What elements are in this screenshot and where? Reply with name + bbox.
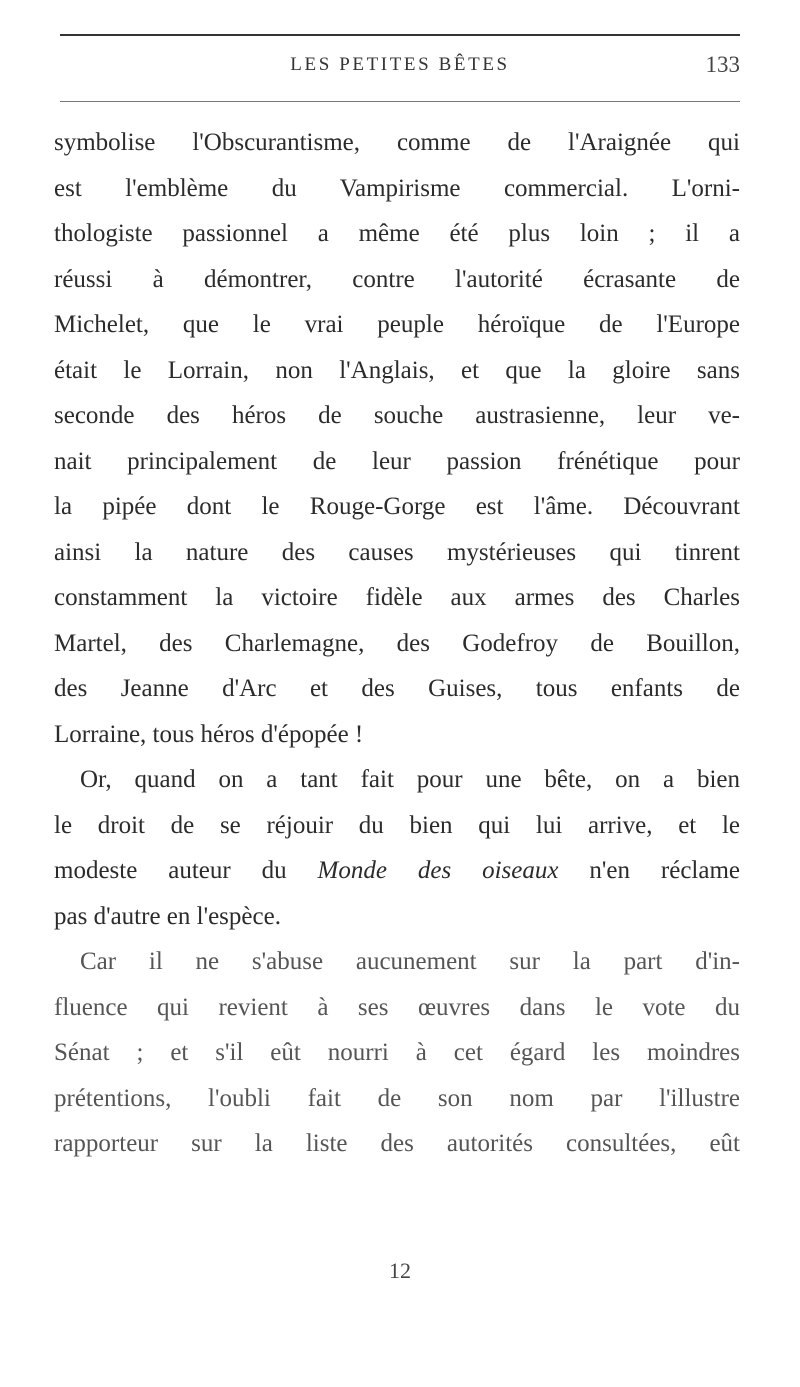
running-title: LES PETITES BÊTES — [290, 54, 510, 75]
text-line: était le Lorrain, non l'Anglais, et que la gloire sans — [54, 356, 740, 384]
text-line: le droit de se réjouir du bien qui lui arrive, et le — [54, 811, 740, 839]
text-line: prétentions, l'oubli fait de son nom par l'illustre — [54, 1084, 740, 1112]
text-line: est l'emblème du Vampirisme commercial. L'orni- — [54, 174, 740, 202]
text-fragment: n'en réclame — [558, 857, 740, 884]
text-line: Martel, des Charlemagne, des Godefroy de Bouillon, — [54, 629, 740, 657]
text-line: Lorraine, tous héros d'épopée ! — [54, 720, 364, 748]
text-line: nait principalement de leur passion frénétique pour — [54, 447, 740, 475]
header-rule — [60, 101, 740, 102]
text-line: Michelet, que le vrai peuple héroïque de l'Europe — [54, 311, 740, 338]
signature-mark: 12 — [389, 1258, 411, 1283]
page-number: 133 — [705, 52, 740, 77]
text-fragment: modeste auteur du — [54, 857, 318, 884]
text-line: Car il ne s'abuse aucunement sur la part d'in- — [80, 948, 740, 975]
text-line: des Jeanne d'Arc et des Guises, tous enfants de — [54, 675, 740, 702]
text-line-with-title — [54, 848, 740, 894]
text-line: constamment la victoire fidèle aux armes des Charles — [54, 584, 740, 611]
text-line: thologiste passionnel a même été plus loin ; il a — [54, 220, 740, 247]
text-line: ainsi la nature des causes mystérieuses qui tinrent — [54, 538, 740, 566]
running-header — [60, 54, 740, 90]
text-line: Sénat ; et s'il eût nourri à cet égard les moindres — [54, 1039, 740, 1066]
text-line: Or, quand on a tant fait pour une bête, on a bien — [80, 766, 740, 793]
text-line: symbolise l'Obscurantisme, comme de l'Araignée qui — [54, 129, 740, 156]
book-title-italic: Monde des oiseaux — [317, 857, 559, 884]
text-line: seconde des héros de souche austrasienne, leur ve- — [54, 402, 740, 429]
text-line: fluence qui revient à ses œuvres dans le vote du — [54, 993, 740, 1021]
text-line: pas d'autre en l'espèce. — [54, 902, 281, 930]
top-rule — [60, 34, 740, 36]
text-line: réussi à démontrer, contre l'autorité écrasante de — [54, 265, 740, 293]
text-line: la pipée dont le Rouge-Gorge est l'âme. Découvrant — [54, 493, 740, 520]
text-line: rapporteur sur la liste des autorités consultées, eût — [54, 1130, 740, 1157]
body-text — [54, 120, 740, 1167]
